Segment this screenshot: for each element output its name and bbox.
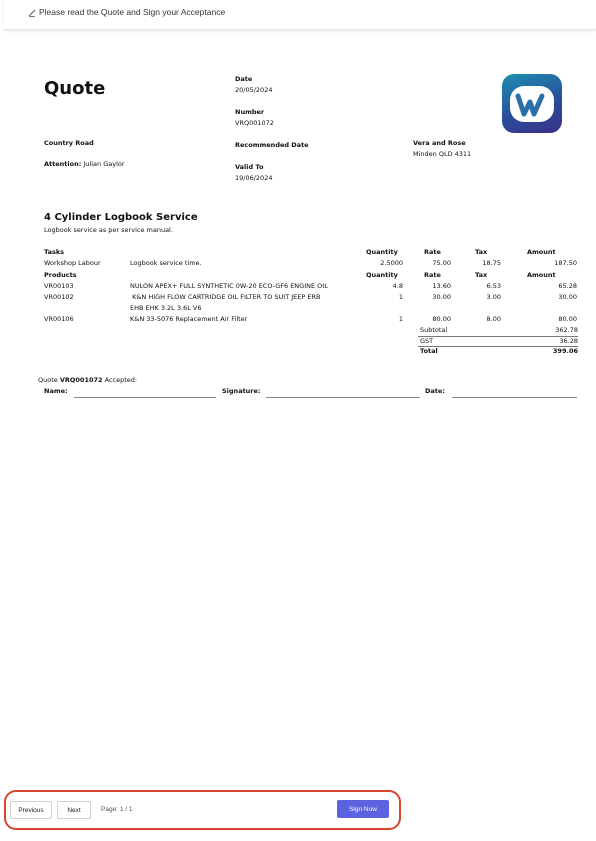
table-row (0, 315, 596, 325)
total-label: Total (420, 347, 438, 355)
business-address: Minden QLD 4311 (413, 150, 472, 158)
page-value: 1 / 1 (119, 806, 133, 813)
service-title: 4 Cylinder Logbook Service (44, 212, 198, 223)
task-amount: 187.50 (554, 259, 577, 267)
number-value: VRQ001072 (235, 119, 274, 127)
page-indicator (101, 806, 132, 813)
name-label: Name: (44, 387, 68, 395)
tasks-header: Tasks (44, 248, 65, 256)
logo-w-icon (510, 84, 554, 124)
acceptance-number: VRQ001072 (59, 376, 103, 384)
quote-document (0, 30, 596, 780)
instruction-label (28, 7, 225, 17)
product-rate: 80.00 (432, 315, 451, 323)
attention-name: Julian Gaylor (83, 160, 125, 168)
products-amount-header: Amount (527, 271, 556, 279)
product-tax: 6.53 (486, 282, 501, 290)
acceptance-suffix: Accepted: (104, 376, 138, 384)
acceptance-line (38, 376, 137, 384)
table-row-continuation (0, 304, 596, 314)
product-code: VR00103 (44, 282, 74, 290)
tasks-header-row (0, 248, 596, 258)
recommended-date-label: Recommended Date (235, 141, 309, 149)
gst-value: 36.28 (559, 336, 578, 345)
business-name: Vera and Rose (413, 139, 466, 147)
next-button[interactable]: Next (57, 801, 91, 819)
company-logo (502, 74, 562, 133)
product-rate: 30.00 (432, 293, 451, 301)
product-amount: 65.28 (558, 282, 577, 290)
date-label: Date (235, 75, 253, 83)
instruction-bar (4, 0, 596, 30)
totals-block (418, 326, 578, 358)
product-quantity: 1 (398, 315, 403, 323)
task-description: Logbook service time. (130, 259, 202, 267)
subtotal-value: 362.78 (555, 326, 578, 334)
number-label: Number (235, 108, 265, 116)
product-amount: 30.00 (558, 293, 577, 301)
service-subtitle: Logbook service as per service manual. (44, 226, 173, 234)
valid-to-label: Valid To (235, 163, 264, 171)
sign-pen-icon (28, 8, 36, 17)
task-tax: 18.75 (482, 259, 501, 267)
tasks-quantity-header: Quantity (366, 248, 398, 256)
attention-line (44, 160, 125, 168)
product-quantity: 4.8 (392, 282, 403, 290)
tasks-tax-header: Tax (475, 248, 488, 256)
products-tax-header: Tax (475, 271, 488, 279)
products-rate-header: Rate (424, 271, 441, 279)
product-amount: 80.00 (558, 315, 577, 323)
subtotal-row (418, 326, 578, 337)
product-quantity: 1 (398, 293, 403, 301)
previous-button[interactable]: Previous (10, 801, 52, 819)
date-label-sign: Date: (425, 387, 445, 395)
sign-now-button[interactable]: Sign Now (337, 800, 389, 818)
table-row (0, 282, 596, 292)
table-row (0, 259, 596, 269)
customer-name: Country Road (44, 139, 94, 147)
instruction-text: Please read the Quote and Sign your Acceptance (39, 7, 226, 17)
date-line (452, 397, 577, 398)
product-description-line2: EHB EHK 3.2L 3.6L V6 (130, 304, 202, 312)
signature-line (266, 397, 420, 398)
acceptance-prefix: Quote (38, 376, 58, 384)
task-quantity: 2.5000 (380, 259, 403, 267)
total-row (418, 347, 578, 358)
tasks-amount-header: Amount (527, 248, 556, 256)
quote-title: Quote (44, 78, 106, 99)
gst-label: GST (420, 336, 434, 345)
subtotal-label: Subtotal (420, 326, 448, 334)
table-row (0, 293, 596, 303)
task-rate: 75.00 (432, 259, 451, 267)
valid-to-value: 19/06/2024 (235, 174, 273, 182)
gst-row (418, 337, 578, 348)
task-code: Workshop Labour (44, 259, 101, 267)
product-code: VR00106 (44, 315, 74, 323)
product-rate: 13.60 (432, 282, 451, 290)
product-tax: 8.00 (486, 315, 501, 323)
tasks-rate-header: Rate (424, 248, 441, 256)
products-quantity-header: Quantity (366, 271, 398, 279)
product-description: K&N HIGH FLOW CARTRIDGE OIL FILTER TO SUIT JEEP ERB (130, 293, 321, 301)
total-value: 399.06 (552, 347, 578, 355)
product-code: VR00102 (44, 293, 74, 301)
signature-label: Signature: (222, 387, 261, 395)
attention-label: Attention: (44, 160, 82, 168)
products-header: Products (44, 271, 77, 279)
document-toolbar (4, 790, 401, 830)
name-line (74, 397, 216, 398)
product-tax: 3.00 (486, 293, 501, 301)
product-description: NULON APEX+ FULL SYNTHETIC 0W-20 ECO-GF6 ENGINE OIL (130, 282, 328, 290)
products-header-row (0, 271, 596, 281)
product-description: K&N 33-5076 Replacement Air Filter (130, 315, 248, 323)
page-label: Page: (101, 806, 118, 813)
date-value: 20/05/2024 (235, 86, 273, 94)
